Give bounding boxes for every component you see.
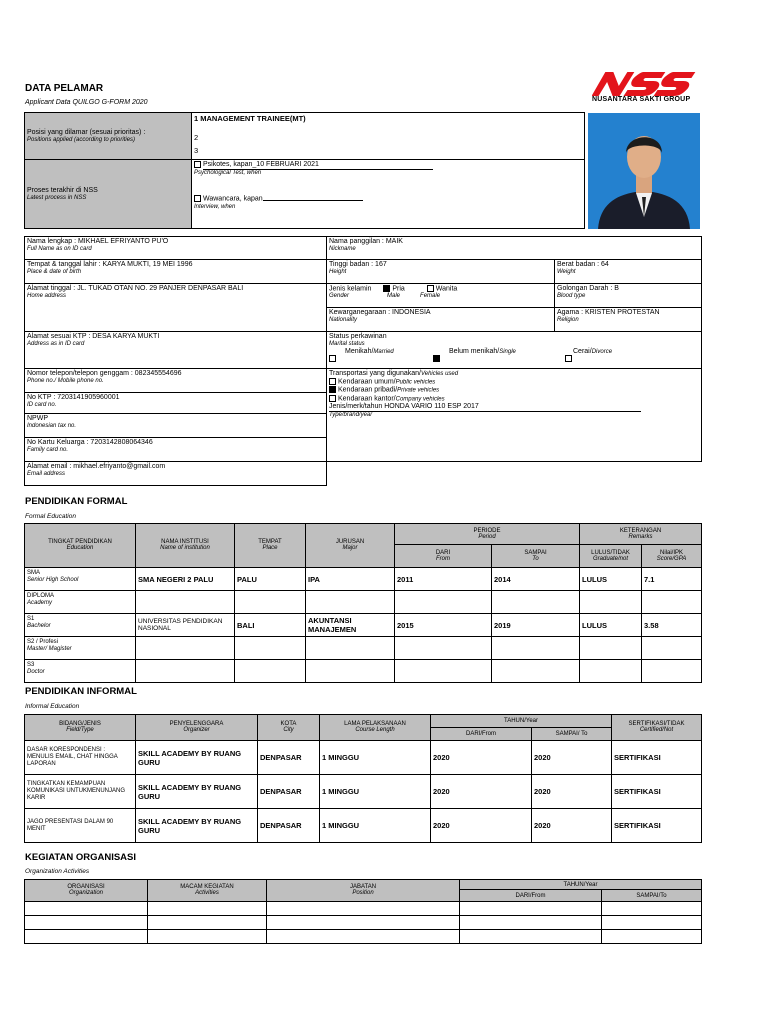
cell-to[interactable] xyxy=(492,637,580,660)
th-score: Nilai/IPK Score/GPA xyxy=(642,545,702,568)
wawancara-checkbox[interactable] xyxy=(194,195,201,202)
public-checkbox[interactable] xyxy=(329,378,336,385)
male-en: Male xyxy=(387,293,401,300)
process-cell xyxy=(192,160,585,229)
cell-level: S2 / Profesi Master/ Magister xyxy=(25,637,136,660)
cell-place[interactable]: BALI xyxy=(235,614,306,637)
table-row[interactable] xyxy=(25,660,702,683)
divorce-label: Cerai/Divorce xyxy=(573,348,613,355)
company-label: Kendaraan kantor/ xyxy=(338,395,396,403)
th-length: LAMA PELAKSANAAN Course Length xyxy=(320,715,431,741)
religion-cell[interactable] xyxy=(555,308,702,332)
marital-cell xyxy=(327,332,702,369)
cell-from[interactable]: 2020 xyxy=(431,809,532,843)
religion-en: Religion xyxy=(557,317,579,323)
personal-table xyxy=(24,236,702,486)
cell-graduate[interactable]: LULUS xyxy=(580,568,642,591)
process-label: Proses terakhir di NSS xyxy=(27,186,98,194)
position-2: 2 xyxy=(194,133,199,142)
cell-place[interactable] xyxy=(235,591,306,614)
formal-subtitle: Formal Education xyxy=(25,513,76,520)
nickname: Nama panggilan : MAIK xyxy=(329,238,403,245)
company-name: NUSANTARA SAKTI GROUP xyxy=(592,96,691,103)
cell-organizer[interactable]: SKILL ACADEMY BY RUANG GURU xyxy=(136,775,258,809)
ktp-address-cell[interactable] xyxy=(25,332,327,369)
page-title: DATA PELAMAR xyxy=(25,83,104,94)
cell-major[interactable] xyxy=(306,637,395,660)
female-checkbox[interactable] xyxy=(427,285,434,292)
process-label-cell xyxy=(25,160,192,229)
vehicle[interactable]: Jenis/merk/tahun HONDA VARIO 110 ESP 2017 xyxy=(329,403,641,412)
home-address-en: Home address xyxy=(27,293,67,299)
th-level: TINGKAT PENDIDIKAN Education xyxy=(25,524,136,568)
private-checkbox[interactable] xyxy=(329,386,336,393)
blood-type-en: Blood type xyxy=(557,293,586,299)
cell-graduate[interactable]: LULUS xyxy=(580,614,642,637)
address-cell[interactable] xyxy=(25,284,327,332)
table-row[interactable] xyxy=(25,930,702,944)
cell-institution[interactable] xyxy=(136,637,235,660)
ktp-address: Alamat sesuai KTP : DESA KARYA MUKTI xyxy=(27,333,160,340)
home-address: Alamat tinggal : JL. TUKAD OTAN NO. 29 PANJER DENPASAR BALI xyxy=(27,285,244,292)
public-label: Kendaraan umum/ xyxy=(338,378,396,386)
th-city: KOTA City xyxy=(258,715,320,741)
table-row[interactable] xyxy=(25,902,702,916)
cell-from[interactable]: 2020 xyxy=(431,741,532,775)
cell-organizer[interactable]: SKILL ACADEMY BY RUANG GURU xyxy=(136,741,258,775)
th-from: DARI From xyxy=(395,545,492,568)
cell-from[interactable] xyxy=(395,637,492,660)
cell-cert[interactable]: SERTIFIKASI xyxy=(612,775,702,809)
nationality: Kewarganegaraan : INDONESIA xyxy=(329,309,431,316)
weight-en: Weight xyxy=(557,269,576,275)
blood-type: Golongan Darah : B xyxy=(557,285,619,292)
email-cell[interactable] xyxy=(25,462,327,486)
cell-major[interactable] xyxy=(306,591,395,614)
psikotes-en: Psychological Test, when xyxy=(194,170,262,177)
cell-level: DIPLOMA Academy xyxy=(25,591,136,614)
height-en: Height xyxy=(329,269,347,275)
kk-no-en: Family card no. xyxy=(27,447,69,453)
ktp-address-en: Address as in ID card xyxy=(27,341,85,347)
nickname-en: Nickname xyxy=(329,246,356,252)
cell-city[interactable]: DENPASAR xyxy=(258,809,320,843)
formal-table xyxy=(24,523,702,683)
cell-from[interactable] xyxy=(395,660,492,683)
phone-en: Phone no./ Mobile phone no. xyxy=(27,378,104,384)
wawancara-text: Wawancara, kapan xyxy=(203,195,263,203)
weight-cell[interactable] xyxy=(555,260,702,284)
birth-en: Place & date of birth xyxy=(27,269,82,275)
table-row[interactable] xyxy=(25,741,702,775)
phone-cell[interactable] xyxy=(25,369,327,393)
female-label: Wanita xyxy=(435,285,458,293)
birth: Tempat & tanggal lahir : KARYA MUKTI, 19 MEI 1996 xyxy=(27,261,193,268)
cell-to[interactable]: 2020 xyxy=(532,741,612,775)
kk-no: No Kartu Keluarga : 7203142808064346 xyxy=(27,439,153,446)
nationality-cell[interactable] xyxy=(327,308,555,332)
npwp-en: Indonesian tax no. xyxy=(27,423,77,429)
male-label: Pria xyxy=(392,285,405,293)
positions-label-cell xyxy=(25,113,192,160)
page-subtitle: Applicant Data QUILGO G-FORM 2020 xyxy=(25,99,148,106)
cell-city[interactable]: DENPASAR xyxy=(258,741,320,775)
cell-level: S1 Bachelor xyxy=(25,614,136,637)
cell-graduate[interactable] xyxy=(580,591,642,614)
cell-to[interactable] xyxy=(492,660,580,683)
single-label: Belum menikah/Single xyxy=(449,348,516,355)
cell-to[interactable] xyxy=(492,591,580,614)
cell-length[interactable]: 1 MINGGU xyxy=(320,775,431,809)
cell-score[interactable] xyxy=(642,637,702,660)
th-org-to: SAMPAI/To xyxy=(602,890,702,902)
cell-to[interactable]: 2020 xyxy=(532,809,612,843)
cell-cert[interactable]: SERTIFIKASI xyxy=(612,741,702,775)
table-row[interactable] xyxy=(25,809,702,843)
position-3: 3 xyxy=(194,146,199,155)
th-remarks: KETERANGAN Remarks xyxy=(580,524,702,545)
org-title: KEGIATAN ORGANISASI xyxy=(25,852,137,863)
th-activities: MACAM KEGIATAN Activities xyxy=(148,880,267,902)
cell-institution[interactable] xyxy=(136,660,235,683)
npwp: NPWP xyxy=(27,415,48,422)
private-en: Private vehicles xyxy=(397,387,440,394)
single-checkbox[interactable] xyxy=(433,355,440,362)
psikotes-text: Psikotes, kapan_10 FEBRUARI 2021 xyxy=(203,161,433,170)
marital-label: Status perkawinan xyxy=(329,333,387,340)
cell-organizer[interactable]: SKILL ACADEMY BY RUANG GURU xyxy=(136,809,258,843)
th-graduate: LULUS/TIDAK Graduate/not xyxy=(580,545,642,568)
cell-place[interactable] xyxy=(235,660,306,683)
th-org-year: TAHUN/Year xyxy=(460,880,702,890)
cell-cert[interactable]: SERTIFIKASI xyxy=(612,809,702,843)
cell-major[interactable]: IPA xyxy=(306,568,395,591)
positions-cell[interactable] xyxy=(192,113,585,160)
email-en: Email address xyxy=(27,471,66,477)
height: Tinggi badan : 167 xyxy=(329,261,387,268)
cell-to[interactable]: 2019 xyxy=(492,614,580,637)
ktp-no: No KTP : 7203141905960001 xyxy=(27,394,120,401)
email: Alamat email : mikhael.efriyanto@gmail.com xyxy=(27,463,166,470)
cell-score[interactable] xyxy=(642,660,702,683)
ktp-no-en: ID card no. xyxy=(27,402,57,408)
th-org-from: DARI/From xyxy=(460,890,602,902)
cell-from[interactable] xyxy=(395,591,492,614)
cell-institution[interactable]: UNIVERSITAS PENDIDIKAN NASIONAL xyxy=(136,614,235,637)
cell-to[interactable]: 2014 xyxy=(492,568,580,591)
male-checkbox[interactable] xyxy=(383,285,390,292)
full-name: Nama lengkap : MIKHAEL EFRIYANTO PU'O xyxy=(27,238,169,245)
private-label: Kendaraan pribadi/ xyxy=(338,386,398,394)
gender-label: Jenis kelamin xyxy=(329,285,372,293)
th-organizer: PENYELENGGARA Organizer xyxy=(136,715,258,741)
org-table xyxy=(24,879,702,944)
cell-major[interactable]: AKUNTANSI MANAJEMEN xyxy=(306,614,395,637)
th-field: BIDANG/JENIS Field/Type xyxy=(25,715,136,741)
cell-from[interactable]: 2020 xyxy=(431,775,532,809)
th-institution: NAMA INSTITUSI Name of institution xyxy=(136,524,235,568)
cell-graduate[interactable] xyxy=(580,660,642,683)
married-label: Menikah/Married xyxy=(345,348,394,355)
position-1: 1 MANAGEMENT TRAINEE(MT) xyxy=(194,114,306,123)
cell-field[interactable]: DASAR KORESPONDENSI : MENULIS EMAIL, CHAT HINGGA LAPORAN xyxy=(25,741,136,775)
kk-cell[interactable] xyxy=(25,438,327,462)
applicant-photo xyxy=(588,113,700,229)
position-table xyxy=(24,112,585,229)
birth-cell[interactable] xyxy=(25,260,327,284)
cell-institution[interactable] xyxy=(136,591,235,614)
th-org: ORGANISASI Organization xyxy=(25,880,148,902)
cell-to[interactable]: 2020 xyxy=(532,775,612,809)
nickname-cell[interactable] xyxy=(327,237,702,260)
public-en: Public vehicles xyxy=(395,379,436,386)
cell-from[interactable]: 2011 xyxy=(395,568,492,591)
cell-institution[interactable]: SMA NEGERI 2 PALU xyxy=(136,568,235,591)
cell-length[interactable]: 1 MINGGU xyxy=(320,809,431,843)
process-label-en: Latest process in NSS xyxy=(27,194,87,201)
cell-level: S3 Doctor xyxy=(25,660,136,683)
cell-graduate[interactable] xyxy=(580,637,642,660)
blood-cell[interactable] xyxy=(555,284,702,308)
company-en: Company vehicles xyxy=(395,396,445,403)
npwp-cell[interactable] xyxy=(25,414,327,438)
th-year: TAHUN/Year xyxy=(431,715,612,728)
th-informal-from: DARI/From xyxy=(431,728,532,741)
ktp-cell[interactable] xyxy=(25,393,327,414)
table-row[interactable] xyxy=(25,775,702,809)
transport-label: Transportasi yang digunakan/ xyxy=(329,370,421,377)
cell-from[interactable]: 2015 xyxy=(395,614,492,637)
company-checkbox[interactable] xyxy=(329,395,336,402)
cell-field[interactable]: TINGKATKAN KEMAMPUAN KOMUNIKASI UNTUKMENUNJANG KARIR xyxy=(25,775,136,809)
informal-table xyxy=(24,714,702,843)
height-cell[interactable] xyxy=(327,260,555,284)
cell-level: SMA Senior High School xyxy=(25,568,136,591)
th-cert: SERTIFIKASI/TIDAK Certified/Not xyxy=(612,715,702,741)
name-cell[interactable] xyxy=(25,237,327,260)
positions-label: Posisi yang dilamar (sesuai prioritas) : xyxy=(27,128,146,136)
vehicle-en: Type/brand/year xyxy=(329,412,373,419)
marital-en: Marital status xyxy=(329,341,365,347)
cell-score[interactable]: 7.1 xyxy=(642,568,702,591)
positions-label-en: Positions applied (according to priorities) xyxy=(27,136,136,143)
th-place: TEMPAT Place xyxy=(235,524,306,568)
transport-cell xyxy=(327,369,702,462)
religion: Agama : KRISTEN PROTESTAN xyxy=(557,309,660,316)
table-row[interactable] xyxy=(25,614,702,637)
th-position: JABATAN Position xyxy=(267,880,460,902)
gender-cell xyxy=(327,284,555,308)
th-to: SAMPAI To xyxy=(492,545,580,568)
cell-place[interactable]: PALU xyxy=(235,568,306,591)
cell-place[interactable] xyxy=(235,637,306,660)
cell-major[interactable] xyxy=(306,660,395,683)
phone: Nomor telepon/telepon genggam : 082345554696 xyxy=(27,370,182,377)
weight: Berat badan : 64 xyxy=(557,261,609,268)
table-row[interactable] xyxy=(25,916,702,930)
table-row[interactable] xyxy=(25,568,702,591)
org-subtitle: Organization Activities xyxy=(25,868,90,875)
th-major: JURUSAN Major xyxy=(306,524,395,568)
nationality-en: Nationality xyxy=(329,317,358,323)
informal-subtitle: Informal Education xyxy=(25,703,80,710)
wawancara-line[interactable] xyxy=(263,200,363,201)
gender-en: Gender xyxy=(329,293,350,300)
informal-title: PENDIDIKAN INFORMAL xyxy=(25,686,137,697)
formal-title: PENDIDIKAN FORMAL xyxy=(25,496,128,507)
psikotes-checkbox[interactable] xyxy=(194,161,201,168)
cell-score[interactable]: 3.58 xyxy=(642,614,702,637)
female-en: Female xyxy=(420,293,441,300)
th-period: PERIODE Period xyxy=(395,524,580,545)
cell-length[interactable]: 1 MINGGU xyxy=(320,741,431,775)
cell-city[interactable]: DENPASAR xyxy=(258,775,320,809)
table-row[interactable] xyxy=(25,591,702,614)
married-checkbox[interactable] xyxy=(329,355,336,362)
full-name-en: Full Name as on ID card xyxy=(27,246,92,252)
th-informal-to: SAMPAI/ To xyxy=(532,728,612,741)
table-row[interactable] xyxy=(25,637,702,660)
wawancara-en: Interview, when xyxy=(194,203,236,210)
transport-en: Vehicles used xyxy=(420,371,459,377)
cell-field[interactable]: JAGO PRESENTASI DALAM 90 MENIT xyxy=(25,809,136,843)
cell-score[interactable] xyxy=(642,591,702,614)
divorce-checkbox[interactable] xyxy=(565,355,572,362)
